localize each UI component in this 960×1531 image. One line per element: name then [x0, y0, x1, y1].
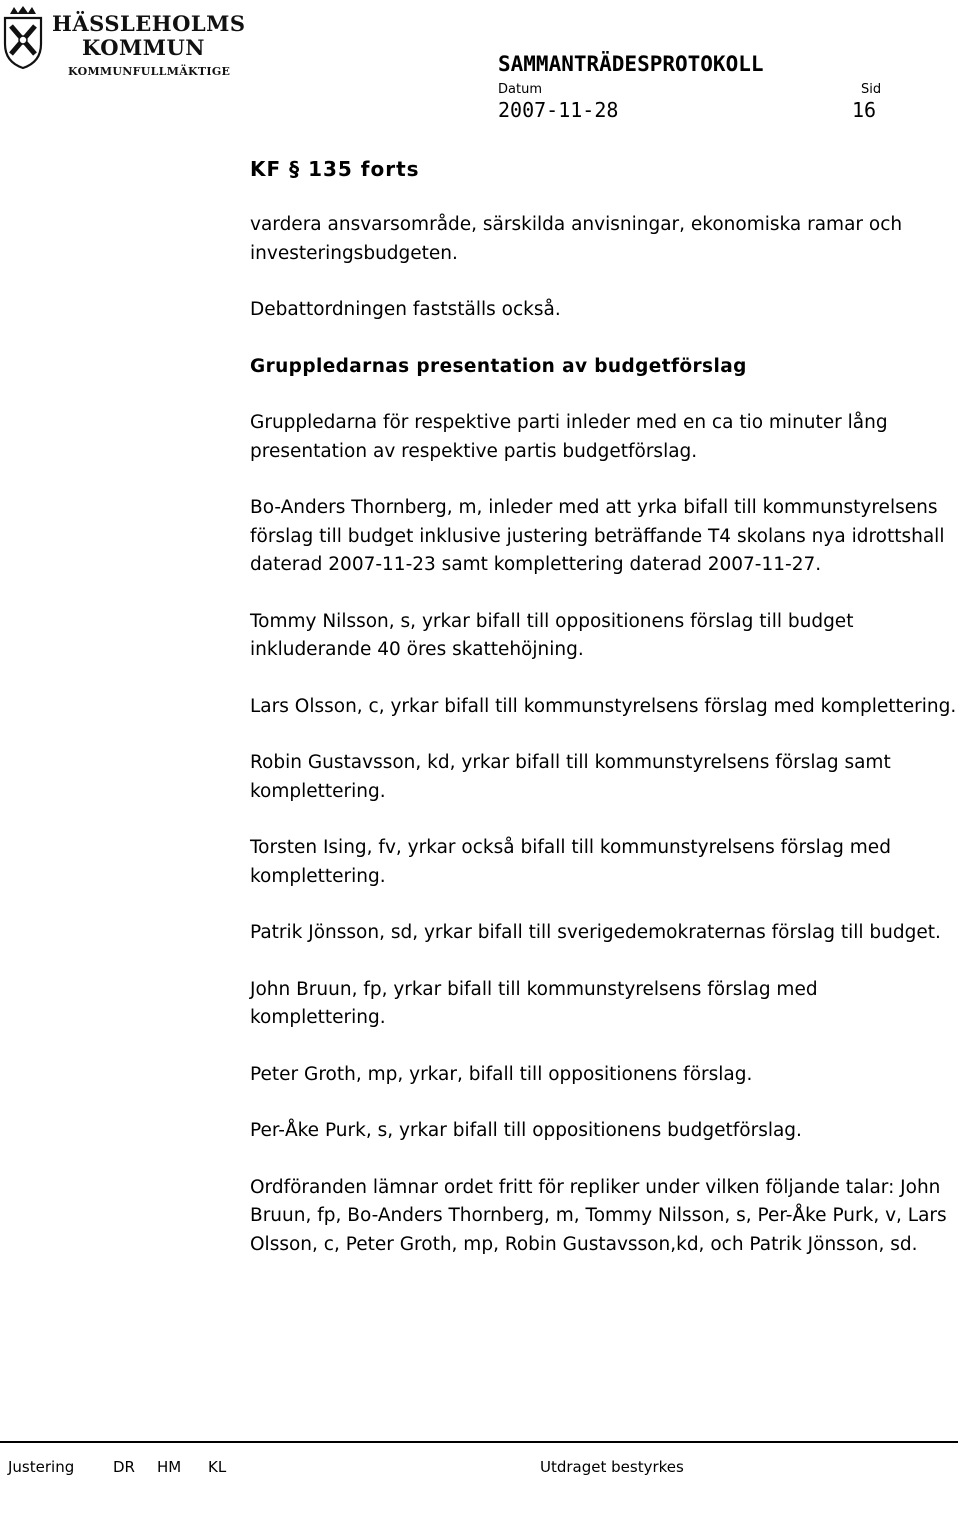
paragraph: John Bruun, fp, yrkar bifall till kommunstyrelsens förslag med komplettering.	[250, 978, 818, 1028]
logo-wordmark	[52, 11, 246, 60]
protocol-body	[250, 211, 958, 1259]
municipality-logo	[2, 4, 246, 80]
paragraph: Robin Gustavsson, kd, yrkar bifall till kommunstyrelsens förslag samt komplettering.	[250, 752, 891, 802]
certified-label: Utdraget bestyrkes	[540, 1458, 684, 1476]
logo-subtitle: KOMMUNFULLMÄKTIGE	[68, 65, 231, 78]
initials-3: KL	[208, 1458, 227, 1476]
logo-line-1: HÄSSLEHOLMS	[52, 11, 246, 36]
section-title: KF § 135 forts	[250, 157, 420, 181]
paragraph: Gruppledarna för respektive parti inleder med en ca tio minuter lång presentation av respektive partis budgetförslag.	[250, 412, 888, 462]
paragraph: Tommy Nilsson, s, yrkar bifall till oppositionens förslag till budget inkluderande 40 öres skattehöjning.	[250, 610, 854, 660]
document-title: SAMMANTRÄDESPROTOKOLL	[498, 52, 764, 76]
paragraph: Patrik Jönsson, sd, yrkar bifall till sverigedemokraternas förslag till budget.	[250, 922, 941, 943]
initials-1: DR	[113, 1458, 135, 1476]
paragraph: Debattordningen fastställs också.	[250, 299, 561, 320]
paragraph: Peter Groth, mp, yrkar, bifall till oppositionens förslag.	[250, 1063, 753, 1085]
logo-line-2: KOMMUN	[82, 35, 205, 60]
paragraph: Torsten Ising, fv, yrkar också bifall till kommunstyrelsens förslag med komplettering.	[250, 837, 891, 887]
initials-2: HM	[157, 1458, 182, 1476]
paragraph: Ordföranden lämnar ordet fritt för repliker under vilken följande talar: John Bruun, fp, Bo-Anders Thornberg, m, Tommy Nilsson, s, Per-Åke Purk, v, Lars Olsson, c, Peter Groth, mp, Robin Gustavsson,kd, och Patrik Jönsson, sd.	[250, 1176, 947, 1255]
justering-label: Justering	[8, 1458, 75, 1476]
paragraph: Per-Åke Purk, s, yrkar bifall till oppositionens budgetförslag.	[250, 1120, 802, 1141]
page-number: 16	[852, 98, 877, 122]
coat-of-arms-icon	[2, 4, 44, 70]
paragraph: vardera ansvarsområde, särskilda anvisningar, ekonomiska ramar och investeringsbudgeten.	[250, 214, 903, 264]
paragraph: Bo-Anders Thornberg, m, inleder med att yrka bifall till kommunstyrelsens förslag till budget inklusive justering beträffande T4 skolans nya idrottshall daterad 2007-11-23 samt komplettering daterad 2007-11-27.	[250, 497, 945, 575]
date-label: Datum	[498, 82, 542, 97]
date-value: 2007-11-28	[498, 98, 619, 122]
subheading: Gruppledarnas presentation av budgetförslag	[250, 355, 747, 377]
page-label: Sid	[861, 82, 882, 97]
paragraph: Lars Olsson, c, yrkar bifall till kommunstyrelsens förslag med komplettering.	[250, 695, 957, 717]
footer-divider	[0, 1441, 958, 1443]
